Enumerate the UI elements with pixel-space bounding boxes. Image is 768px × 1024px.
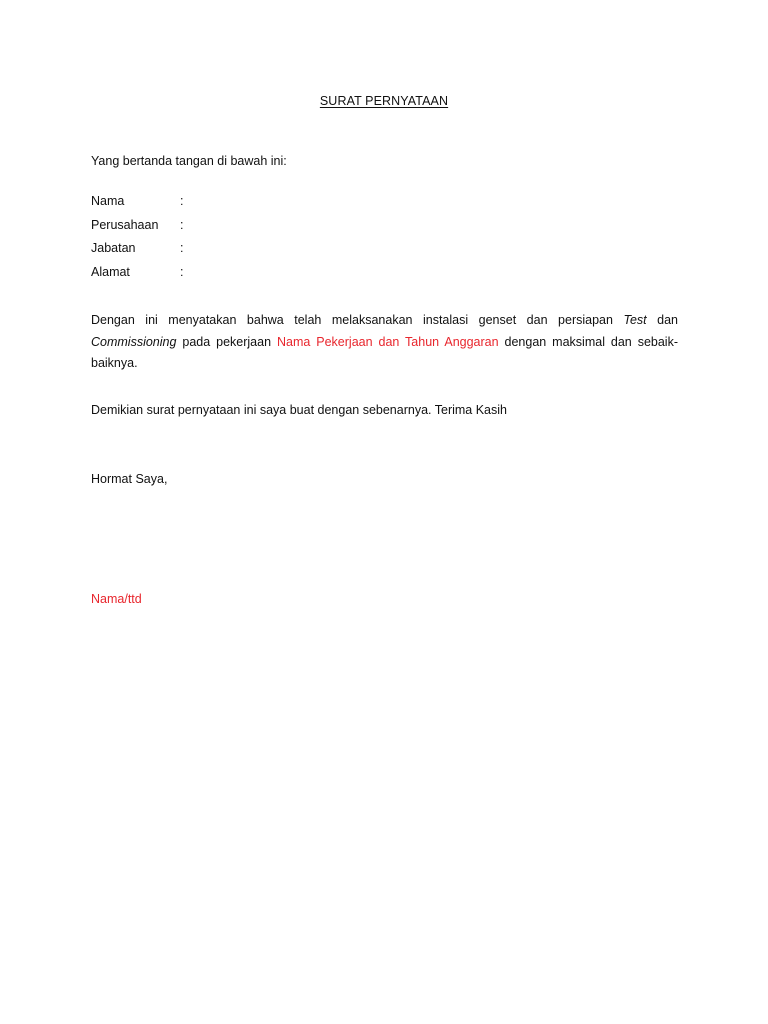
field-colon: : <box>180 264 184 279</box>
field-label-jabatan: Jabatan <box>91 241 136 255</box>
intro-text: Yang bertanda tangan di bawah ini: <box>91 154 287 168</box>
statement-text-3: pada pekerjaan <box>176 334 277 349</box>
field-row-nama <box>91 194 391 218</box>
field-row-jabatan <box>91 241 391 265</box>
field-colon: : <box>180 241 184 255</box>
document-title: SURAT PERNYATAAN <box>319 94 449 108</box>
field-colon: : <box>180 217 184 232</box>
identity-fields <box>91 194 391 288</box>
field-label-perusahaan: Perusahaan <box>91 217 159 232</box>
field-colon: : <box>180 194 184 208</box>
closing-paragraph: Demikian surat pernyataan ini saya buat dengan sebenarnya. Terima Kasih <box>91 403 507 417</box>
project-name-placeholder: Nama Pekerjaan dan Tahun Anggaran <box>276 334 499 349</box>
field-label-nama: Nama <box>91 194 125 208</box>
statement-paragraph <box>91 310 678 375</box>
field-row-perusahaan <box>91 218 391 242</box>
statement-italic-commissioning: Commissioning <box>91 334 177 349</box>
field-label-alamat: Alamat <box>91 264 130 279</box>
statement-text-1: Dengan ini menyatakan bahwa telah melaksanakan instalasi genset dan persiapan <box>91 313 624 327</box>
signature-placeholder: Nama/ttd <box>91 592 142 606</box>
statement-text-4: dengan maksimal dan sebaik-baiknya. <box>91 334 678 370</box>
statement-text-2: dan <box>646 313 678 327</box>
field-row-alamat <box>91 265 391 289</box>
statement-italic-test: Test <box>623 313 647 327</box>
closing-salutation: Hormat Saya, <box>91 472 168 486</box>
